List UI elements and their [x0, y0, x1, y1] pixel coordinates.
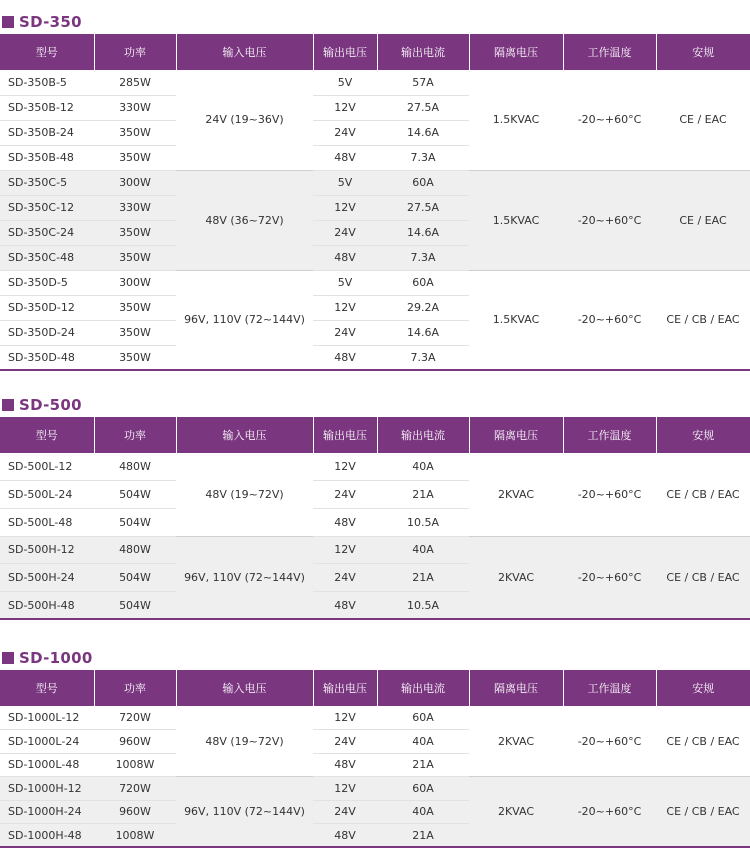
output-current-cell: 7.3A — [377, 245, 469, 270]
square-bullet-icon — [2, 399, 14, 411]
isolation-cell: 1.5KVAC — [469, 170, 563, 270]
section-title-label: SD-1000 — [19, 649, 93, 667]
power-cell: 350W — [94, 220, 176, 245]
output-voltage-cell: 48V — [313, 508, 377, 536]
output-current-cell: 14.6A — [377, 320, 469, 345]
column-header: 输出电流 — [377, 670, 469, 706]
power-cell: 504W — [94, 508, 176, 536]
output-current-cell: 21A — [377, 753, 469, 777]
column-header: 输出电压 — [313, 34, 377, 70]
column-header: 安规 — [656, 670, 750, 706]
model-cell: SD-500H-24 — [0, 564, 94, 592]
power-cell: 350W — [94, 320, 176, 345]
model-cell: SD-500L-24 — [0, 481, 94, 509]
output-current-cell: 40A — [377, 800, 469, 824]
row-group — [0, 270, 750, 370]
temperature-cell: -20~+60°C — [563, 453, 656, 536]
model-cell: SD-1000L-48 — [0, 753, 94, 777]
column-header: 功率 — [94, 34, 176, 70]
output-voltage-cell: 48V — [313, 824, 377, 848]
column-header: 输入电压 — [176, 34, 313, 70]
power-cell: 720W — [94, 777, 176, 801]
column-header: 输入电压 — [176, 417, 313, 453]
output-current-cell: 27.5A — [377, 195, 469, 220]
column-header: 工作温度 — [563, 417, 656, 453]
temperature-cell: -20~+60°C — [563, 70, 656, 170]
spec-table — [0, 34, 750, 371]
section-title — [0, 393, 750, 417]
certification-cell: CE / EAC — [656, 70, 750, 170]
input-voltage-cell: 96V, 110V (72~144V) — [176, 777, 313, 848]
section-sd-500 — [0, 393, 750, 620]
column-header: 输出电流 — [377, 417, 469, 453]
power-cell: 960W — [94, 800, 176, 824]
column-header: 隔离电压 — [469, 417, 563, 453]
output-current-cell: 40A — [377, 453, 469, 481]
temperature-cell: -20~+60°C — [563, 170, 656, 270]
row-group — [0, 536, 750, 619]
power-cell: 504W — [94, 481, 176, 509]
isolation-cell: 1.5KVAC — [469, 270, 563, 370]
column-header: 输出电压 — [313, 670, 377, 706]
certification-cell: CE / CB / EAC — [656, 453, 750, 536]
column-header: 功率 — [94, 417, 176, 453]
column-header: 输出电压 — [313, 417, 377, 453]
power-cell: 480W — [94, 536, 176, 564]
column-header: 型号 — [0, 417, 94, 453]
model-cell: SD-350D-12 — [0, 295, 94, 320]
temperature-cell: -20~+60°C — [563, 270, 656, 370]
temperature-cell: -20~+60°C — [563, 536, 656, 619]
input-voltage-cell: 48V (19~72V) — [176, 706, 313, 777]
model-cell: SD-350D-24 — [0, 320, 94, 345]
output-current-cell: 10.5A — [377, 508, 469, 536]
power-cell: 1008W — [94, 824, 176, 848]
output-voltage-cell: 12V — [313, 195, 377, 220]
output-current-cell: 21A — [377, 564, 469, 592]
column-header: 隔离电压 — [469, 34, 563, 70]
power-cell: 350W — [94, 145, 176, 170]
header-row — [0, 417, 750, 453]
model-cell: SD-1000L-12 — [0, 706, 94, 730]
model-cell: SD-500L-12 — [0, 453, 94, 481]
power-cell: 504W — [94, 564, 176, 592]
model-cell: SD-1000L-24 — [0, 730, 94, 754]
section-sd-1000 — [0, 646, 750, 848]
model-cell: SD-500L-48 — [0, 508, 94, 536]
output-voltage-cell: 48V — [313, 245, 377, 270]
input-voltage-cell: 96V, 110V (72~144V) — [176, 270, 313, 370]
output-voltage-cell: 12V — [313, 706, 377, 730]
power-cell: 480W — [94, 453, 176, 481]
header-row — [0, 34, 750, 70]
row-group — [0, 706, 750, 777]
row-group — [0, 70, 750, 170]
model-cell: SD-350B-48 — [0, 145, 94, 170]
output-voltage-cell: 48V — [313, 591, 377, 619]
spec-table — [0, 670, 750, 848]
section-sd-350 — [0, 10, 750, 371]
table-row — [0, 70, 750, 95]
model-cell: SD-350D-48 — [0, 345, 94, 370]
output-current-cell: 40A — [377, 730, 469, 754]
table-row — [0, 706, 750, 730]
output-current-cell: 29.2A — [377, 295, 469, 320]
column-header: 工作温度 — [563, 34, 656, 70]
output-current-cell: 60A — [377, 270, 469, 295]
model-cell: SD-350D-5 — [0, 270, 94, 295]
output-voltage-cell: 12V — [313, 295, 377, 320]
row-group — [0, 170, 750, 270]
isolation-cell: 2KVAC — [469, 536, 563, 619]
output-voltage-cell: 12V — [313, 95, 377, 120]
output-current-cell: 14.6A — [377, 120, 469, 145]
output-current-cell: 7.3A — [377, 145, 469, 170]
power-cell: 300W — [94, 170, 176, 195]
power-cell: 504W — [94, 591, 176, 619]
certification-cell: CE / CB / EAC — [656, 777, 750, 848]
output-current-cell: 21A — [377, 481, 469, 509]
model-cell: SD-350C-12 — [0, 195, 94, 220]
model-cell: SD-500H-12 — [0, 536, 94, 564]
certification-cell: CE / EAC — [656, 170, 750, 270]
output-voltage-cell: 24V — [313, 120, 377, 145]
header-row — [0, 670, 750, 706]
model-cell: SD-350C-24 — [0, 220, 94, 245]
column-header: 安规 — [656, 34, 750, 70]
table-header — [0, 417, 750, 453]
model-cell: SD-350B-24 — [0, 120, 94, 145]
table-header — [0, 670, 750, 706]
model-cell: SD-350C-48 — [0, 245, 94, 270]
output-voltage-cell: 24V — [313, 564, 377, 592]
certification-cell: CE / CB / EAC — [656, 706, 750, 777]
certification-cell: CE / CB / EAC — [656, 536, 750, 619]
output-voltage-cell: 48V — [313, 345, 377, 370]
model-cell: SD-350B-12 — [0, 95, 94, 120]
square-bullet-icon — [2, 16, 14, 28]
table-row — [0, 453, 750, 481]
power-cell: 720W — [94, 706, 176, 730]
output-current-cell: 10.5A — [377, 591, 469, 619]
section-title — [0, 646, 750, 670]
power-cell: 960W — [94, 730, 176, 754]
power-cell: 1008W — [94, 753, 176, 777]
output-voltage-cell: 24V — [313, 800, 377, 824]
model-cell: SD-1000H-48 — [0, 824, 94, 848]
table-header — [0, 34, 750, 70]
output-current-cell: 60A — [377, 777, 469, 801]
output-voltage-cell: 24V — [313, 730, 377, 754]
model-cell: SD-350B-5 — [0, 70, 94, 95]
power-cell: 300W — [94, 270, 176, 295]
column-header: 安规 — [656, 417, 750, 453]
output-current-cell: 60A — [377, 706, 469, 730]
table-row — [0, 270, 750, 295]
output-current-cell: 40A — [377, 536, 469, 564]
output-current-cell: 57A — [377, 70, 469, 95]
power-cell: 330W — [94, 95, 176, 120]
output-voltage-cell: 12V — [313, 777, 377, 801]
isolation-cell: 2KVAC — [469, 777, 563, 848]
column-header: 型号 — [0, 670, 94, 706]
output-voltage-cell: 5V — [313, 70, 377, 95]
temperature-cell: -20~+60°C — [563, 706, 656, 777]
column-header: 工作温度 — [563, 670, 656, 706]
column-header: 功率 — [94, 670, 176, 706]
output-voltage-cell: 12V — [313, 453, 377, 481]
power-cell: 330W — [94, 195, 176, 220]
model-cell: SD-1000H-12 — [0, 777, 94, 801]
input-voltage-cell: 24V (19~36V) — [176, 70, 313, 170]
power-cell: 350W — [94, 245, 176, 270]
spec-table — [0, 417, 750, 620]
output-voltage-cell: 48V — [313, 753, 377, 777]
output-voltage-cell: 24V — [313, 481, 377, 509]
power-cell: 350W — [94, 295, 176, 320]
column-header: 输出电流 — [377, 34, 469, 70]
square-bullet-icon — [2, 652, 14, 664]
output-current-cell: 21A — [377, 824, 469, 848]
output-current-cell: 27.5A — [377, 95, 469, 120]
power-cell: 285W — [94, 70, 176, 95]
column-header: 隔离电压 — [469, 670, 563, 706]
output-current-cell: 7.3A — [377, 345, 469, 370]
output-voltage-cell: 12V — [313, 536, 377, 564]
output-voltage-cell: 48V — [313, 145, 377, 170]
section-title-label: SD-500 — [19, 396, 82, 414]
power-cell: 350W — [94, 345, 176, 370]
output-voltage-cell: 5V — [313, 170, 377, 195]
input-voltage-cell: 96V, 110V (72~144V) — [176, 536, 313, 619]
output-voltage-cell: 5V — [313, 270, 377, 295]
isolation-cell: 2KVAC — [469, 706, 563, 777]
output-voltage-cell: 24V — [313, 220, 377, 245]
output-voltage-cell: 24V — [313, 320, 377, 345]
model-cell: SD-1000H-24 — [0, 800, 94, 824]
column-header: 型号 — [0, 34, 94, 70]
output-current-cell: 60A — [377, 170, 469, 195]
table-row — [0, 536, 750, 564]
input-voltage-cell: 48V (19~72V) — [176, 453, 313, 536]
table-row — [0, 170, 750, 195]
power-cell: 350W — [94, 120, 176, 145]
output-current-cell: 14.6A — [377, 220, 469, 245]
column-header: 输入电压 — [176, 670, 313, 706]
input-voltage-cell: 48V (36~72V) — [176, 170, 313, 270]
model-cell: SD-500H-48 — [0, 591, 94, 619]
row-group — [0, 453, 750, 536]
isolation-cell: 2KVAC — [469, 453, 563, 536]
row-group — [0, 777, 750, 848]
isolation-cell: 1.5KVAC — [469, 70, 563, 170]
section-title-label: SD-350 — [19, 13, 82, 31]
table-row — [0, 777, 750, 801]
temperature-cell: -20~+60°C — [563, 777, 656, 848]
certification-cell: CE / CB / EAC — [656, 270, 750, 370]
section-title — [0, 10, 750, 34]
model-cell: SD-350C-5 — [0, 170, 94, 195]
